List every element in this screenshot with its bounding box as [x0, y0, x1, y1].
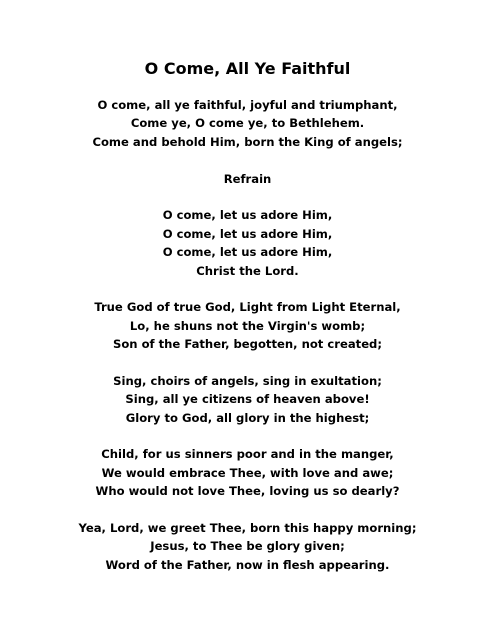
page-title: O Come, All Ye Faithful — [144, 59, 351, 78]
verse-line: Yea, Lord, we greet Thee, born this happy morning; — [78, 520, 417, 535]
verse-line: Son of the Father, begotten, not created; — [112, 337, 382, 352]
verse-line: Glory to God, all glory in the highest; — [125, 410, 370, 425]
verse-line: Jesus, to Thee be glory given; — [150, 539, 345, 554]
refrain-label: Refrain — [223, 171, 272, 186]
verse-line: True God of true God, Light from Light Eternal, — [94, 300, 401, 315]
stanza-verse-2 — [0, 298, 495, 353]
verse-line: O come, all ye faithful, joyful and triumphant, — [97, 98, 398, 112]
stanza-verse-3 — [0, 372, 495, 427]
stanza-refrain — [0, 206, 495, 280]
verse-line: Sing, all ye citizens of heaven above! — [125, 392, 370, 407]
stanza-verse-4 — [0, 445, 495, 500]
verse-line: Sing, choirs of angels, sing in exultation; — [113, 373, 382, 388]
hymn-body — [0, 96, 495, 593]
verse-line: Child, for us sinners poor and in the manger, — [101, 447, 394, 462]
verse-line: Come ye, O come ye, to Bethlehem. — [130, 116, 365, 131]
stanza-verse-1 — [0, 96, 495, 151]
verse-line: Come and behold Him, born the King of angels; — [92, 134, 403, 149]
verse-line: Word of the Father, now in flesh appearing. — [105, 557, 390, 572]
verse-line: We would embrace Thee, with love and awe; — [101, 465, 394, 480]
refrain-line: O come, let us adore Him, — [162, 226, 333, 241]
stanza-verse-5 — [0, 519, 495, 574]
refrain-line: O come, let us adore Him, — [162, 245, 333, 260]
refrain-line: Christ the Lord. — [196, 263, 299, 278]
refrain-heading — [0, 170, 495, 188]
verse-line: Who would not love Thee, loving us so dearly? — [95, 484, 400, 499]
refrain-line: O come, let us adore Him, — [162, 208, 333, 223]
verse-line: Lo, he shuns not the Virgin's womb; — [129, 318, 366, 333]
